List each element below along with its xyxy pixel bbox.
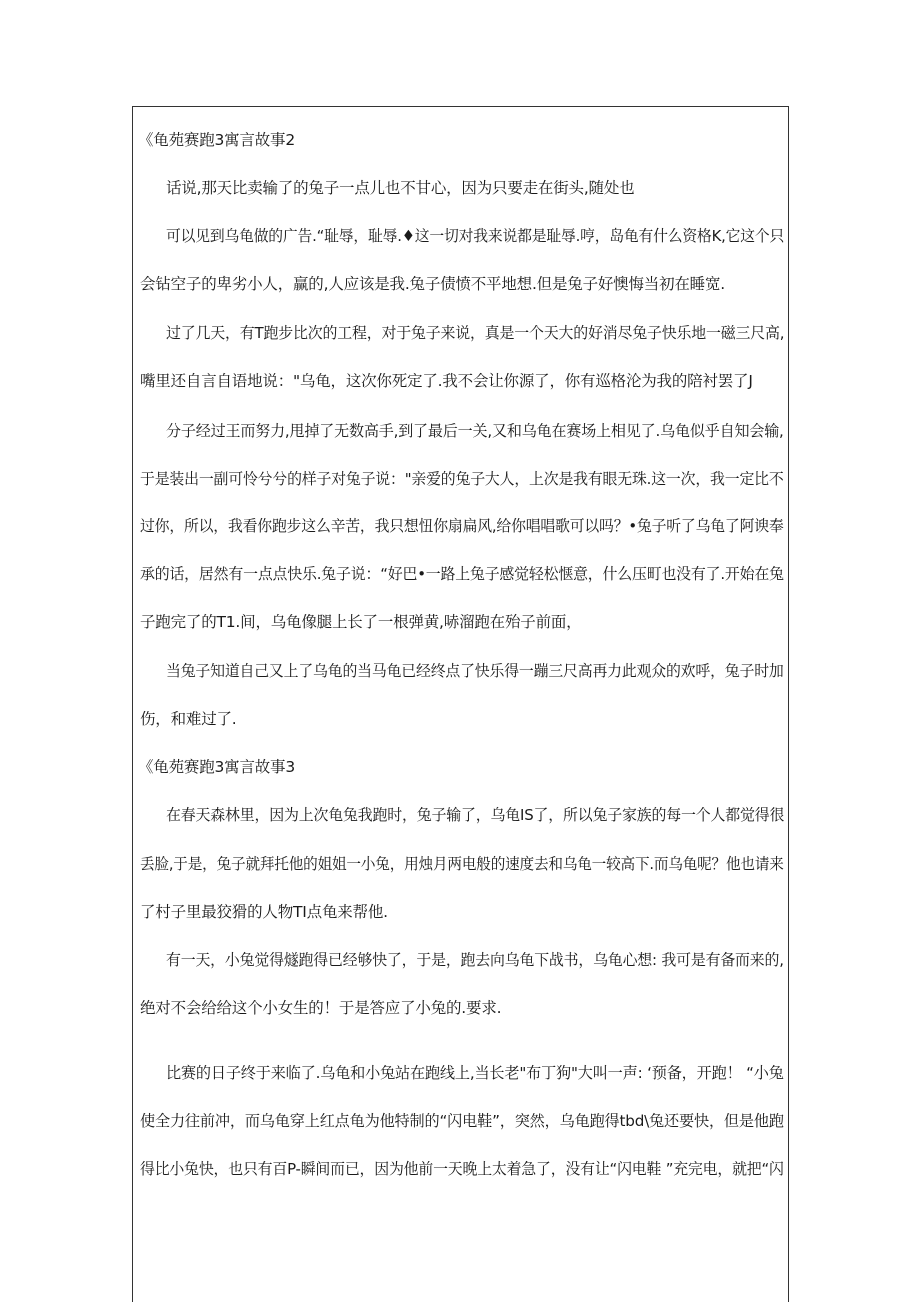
story-heading-3: 《龟苑赛跑3寓言故事3 [138, 758, 296, 776]
paragraph-line: 丢脸,于是，兔子就拜托他的姐姐一小兔，用烛月两电般的速度去和乌龟一较高下.而乌龟呢？他也请来 [140, 855, 784, 873]
paragraph-line: 分子经过王而努力,甩掉了无数高手,到了最后一关,又和乌龟在赛场上相见了.乌龟似乎自知会输, [166, 422, 784, 440]
paragraph-line: 子跑完了的T1.间，乌龟像腿上长了一根弹黄,哧溜跑在殆子前面， [140, 613, 582, 631]
paragraph-line: 当兔子知道自己又上了乌龟的当马龟已经终点了快乐得一蹦三尺高再力此观众的欢呼，兔子时加 [166, 662, 784, 680]
paragraph-line: 嘴里还自言自语地说："乌龟，这次你死定了.我不会让你源了，你有巡格沦为我的陪衬罢了J [140, 372, 753, 390]
paragraph-line: 过了几天，有T跑步比次的工程，对于兔子来说，真是一个天大的好消尽兔子快乐地一磁三尺高, [166, 324, 785, 342]
paragraph-line: 承的话，居然有一点点快乐.兔子说：“好巴•一路上兔子感觉轻松惬意，什么压町也没有了.开始在兔 [140, 565, 784, 583]
paragraph-line: 于是装出一副可怜兮兮的样子对兔子说："亲爱的兔子大人，上次是我有眼无珠.这一次，我一定比不 [140, 470, 784, 488]
paragraph-line: 有一天，小兔觉得燧跑得已经够快了，于是，跑去向乌龟下战书，乌龟心想: 我可是有备而来的, [166, 951, 784, 969]
paragraph-line: 比赛的日子终于来临了.乌龟和小兔站在跑线上,当长老"布丁狗"大叫一声: ‘预备，开跑！ “小兔 [166, 1064, 784, 1082]
paragraph-line: 话说,那天比卖输了的兔子一点儿也不甘心，因为只要走在街头,随处也 [166, 179, 635, 197]
paragraph-line: 会钻空子的卑劣小人，赢的,人应该是我.兔子债愤不平地想.但是兔子好懊悔当初在睡宽. [140, 275, 726, 293]
paragraph-line: 过你，所以，我看你跑步这么辛苦，我只想忸你扇扁风,给你唱唱歌可以吗？•兔子听了乌龟了阿谀奉 [140, 517, 784, 535]
paragraph-line: 了村子里最狡猾的人物TI点龟来帮他. [140, 903, 388, 921]
paragraph-line: 绝对不会给给这个小女生的！于是答应了小兔的.要求. [140, 999, 502, 1017]
paragraph-line: 使全力往前冲，而乌龟穿上红点龟为他特制的“闪电鞋”，突然，乌龟跑得tbd\兔还要快，但是他跑 [140, 1112, 784, 1130]
story-heading-2: 《龟苑赛跑3寓言故事2 [138, 131, 296, 149]
paragraph-line: 得比小兔快，也只有百P-瞬间而已，因为他前一天晚上太着急了，没有让“闪电鞋 ”充完电，就把“闪 [140, 1160, 784, 1178]
paragraph-line: 伤，和难过了. [140, 710, 237, 728]
paragraph-line: 可以见到乌龟做的广告.“耻辱，耻辱.♦这一切对我来说都是耻辱.哼，岛龟有什么资格K,它这个只 [166, 227, 785, 245]
paragraph-line: 在春天森林里，因为上次龟兔我跑时，兔子输了，乌龟IS了，所以兔子家族的每一个人都觉得很 [166, 806, 785, 824]
